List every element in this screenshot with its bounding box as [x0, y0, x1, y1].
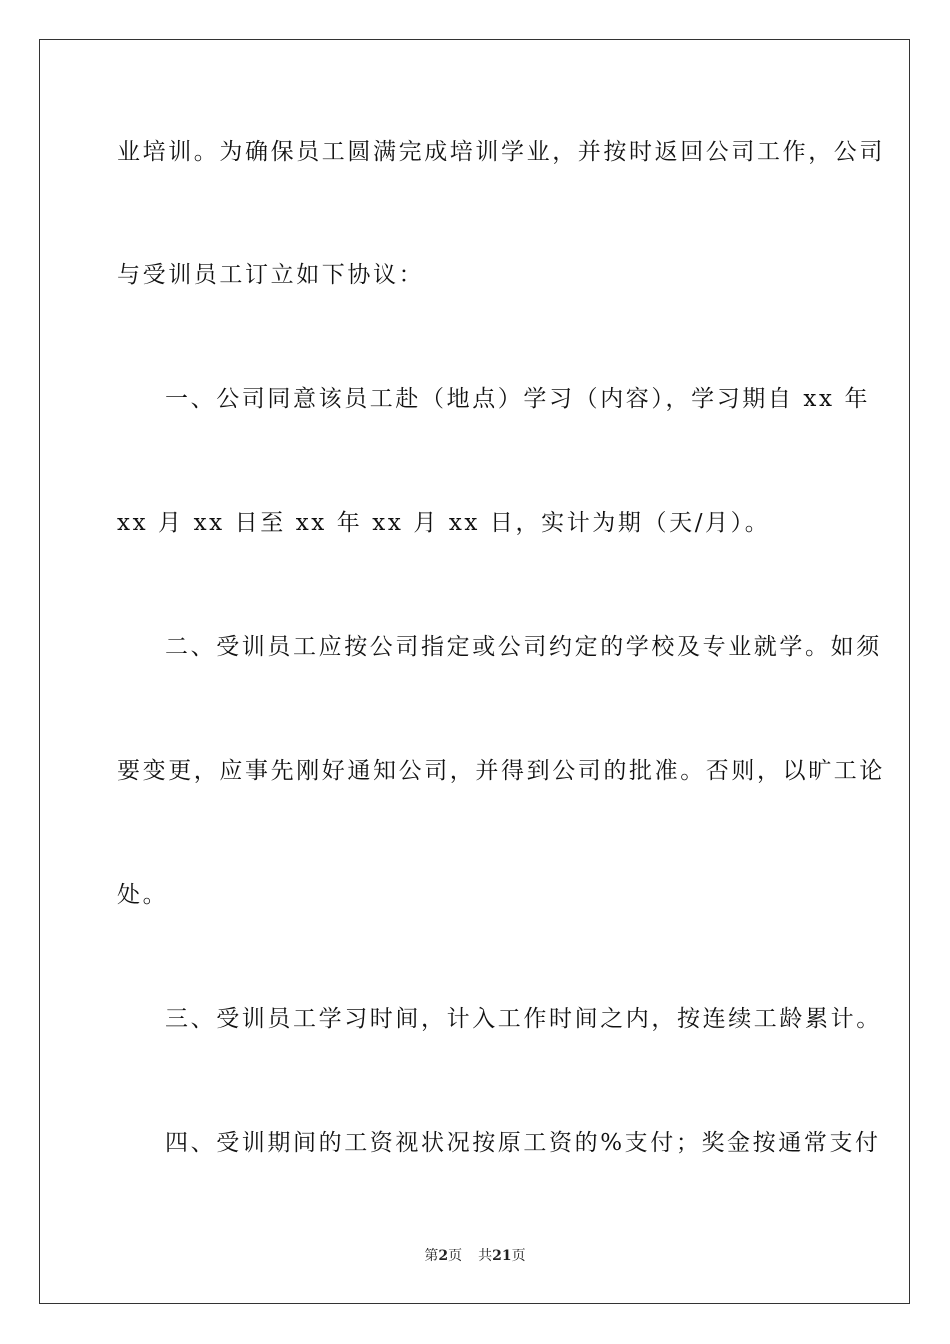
clause-2-line-1: 二、受训员工应按公司指定或公司约定的学校及专业就学。如须	[165, 634, 882, 660]
page-number: 2	[438, 1248, 449, 1264]
total-prefix: 共	[478, 1248, 493, 1264]
clause-1-line-1: 一、公司同意该员工赴（地点）学习（内容），学习期自 xx 年	[165, 386, 871, 412]
page-border	[39, 39, 910, 1304]
paragraph-line-1: 业培训。为确保员工圆满完成培训学业，并按时返回公司工作，公司	[117, 139, 885, 165]
total-suffix: 页	[511, 1248, 526, 1264]
clause-4-line-1: 四、受训期间的工资视状况按原工资的%支付；奖金按通常支付	[165, 1130, 881, 1156]
page-prefix: 第	[424, 1248, 439, 1264]
clause-3-line-1: 三、受训员工学习时间，计入工作时间之内，按连续工龄累计。	[165, 1006, 882, 1032]
paragraph-line-2: 与受训员工订立如下协议：	[117, 262, 425, 288]
clause-2-line-2: 要变更，应事先刚好通知公司，并得到公司的批准。否则，以旷工论	[117, 758, 885, 784]
page-suffix: 页	[448, 1248, 463, 1264]
total-pages: 21	[492, 1248, 512, 1264]
clause-2-line-3: 处。	[117, 882, 169, 908]
page-footer	[0, 1247, 950, 1265]
clause-1-line-2: xx 月 xx 日至 xx 年 xx 月 xx 日，实计为期（天/月）。	[117, 510, 771, 536]
